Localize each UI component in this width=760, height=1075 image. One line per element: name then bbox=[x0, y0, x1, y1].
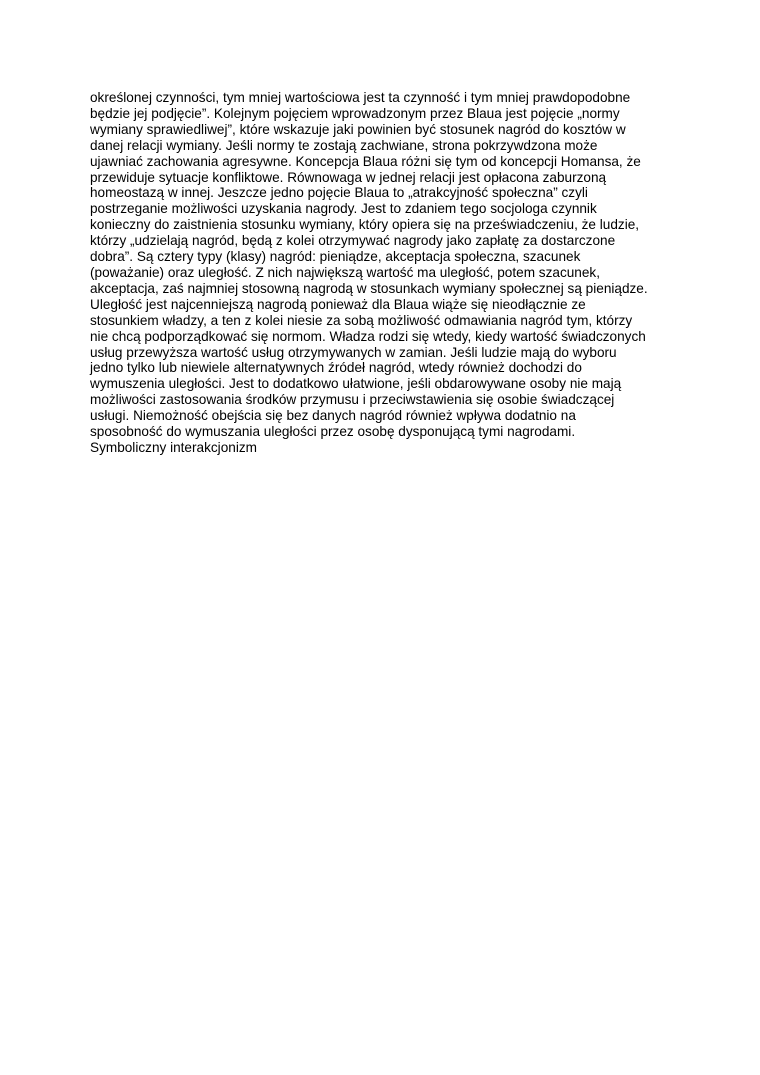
text-line: usług przewyższa wartość usług otrzymywanych w zamian. Jeśli ludzie mają do wyboru bbox=[90, 344, 617, 360]
text-line: określonej czynności, tym mniej wartościowa jest ta czynność i tym mniej prawdopodobne bbox=[90, 90, 631, 105]
text-line: (poważanie) oraz uległość. Z nich największą wartość ma uległość, potem szacunek, bbox=[90, 264, 600, 280]
text-line: jedno tylko lub niewiele alternatywnych źródeł nagród, wtedy również dochodzi do bbox=[90, 360, 582, 376]
text-line: danej relacji wymiany. Jeśli normy te zostają zachwiane, strona pokrzywdzona może bbox=[90, 137, 598, 153]
section-heading: Symboliczny interakcjonizm bbox=[90, 439, 257, 455]
text-line: którzy „udzielają nagród, będą z kolei otrzymywać nagrody jako zapłatę za dostarczone bbox=[90, 233, 616, 249]
text-line: sposobność do wymuszania uległości przez osobę dysponującą tymi nagrodami. bbox=[90, 424, 576, 440]
body-text bbox=[90, 90, 690, 456]
text-line: będzie jej podjęcie”. Kolejnym pojęciem wprowadzonym przez Blaua jest pojęcie „normy bbox=[90, 105, 620, 121]
text-line: możliwości zastosowania środków przymusu i przeciwstawienia się osobie świadczącej bbox=[90, 392, 615, 408]
text-line: nie chcą podporządkować się normom. Władza rodzi się wtedy, kiedy wartość świadczonych bbox=[90, 328, 646, 344]
text-line: ujawniać zachowania agresywne. Koncepcja Blaua różni się tym od koncepcji Homansa, że bbox=[90, 153, 641, 169]
text-line: przewiduje sytuacje konfliktowe. Równowaga w jednej relacji jest opłacona zaburzoną bbox=[90, 169, 607, 185]
text-line: Uległość jest najcenniejszą nagrodą ponieważ dla Blaua wiąże się nieodłącznie ze bbox=[90, 296, 586, 312]
text-line: wymuszenia uległości. Jest to dodatkowo ułatwione, jeśli obdarowywane osoby nie mają bbox=[90, 376, 622, 392]
text-line: wymiany sprawiedliwej”, które wskazuje jaki powinien być stosunek nagród do kosztów w bbox=[90, 121, 626, 137]
text-line: konieczny do zaistnienia stosunku wymiany, który opiera się na przeświadczeniu, że ludzie, bbox=[90, 217, 640, 233]
text-line: homeostazą w innej. Jeszcze jedno pojęcie Blaua to „atrakcyjność społeczna” czyli bbox=[90, 185, 588, 201]
text-line: dobra”. Są cztery typy (klasy) nagród: pieniądze, akceptacja społeczna, szacunek bbox=[90, 249, 581, 265]
text-line: postrzeganie możliwości uzyskania nagrody. Jest to zdaniem tego socjologa czynnik bbox=[90, 201, 597, 217]
text-line: stosunkiem władzy, a ten z kolei niesie za sobą możliwość odmawiania nagród tym, którzy bbox=[90, 312, 633, 328]
text-line: akceptacja, zaś najmniej stosowną nagrodą w stosunkach wymiany społecznej są pieniądze. bbox=[90, 280, 648, 296]
text-line: usługi. Niemożność obejścia się bez danych nagród również wpływa dodatnio na bbox=[90, 408, 576, 424]
